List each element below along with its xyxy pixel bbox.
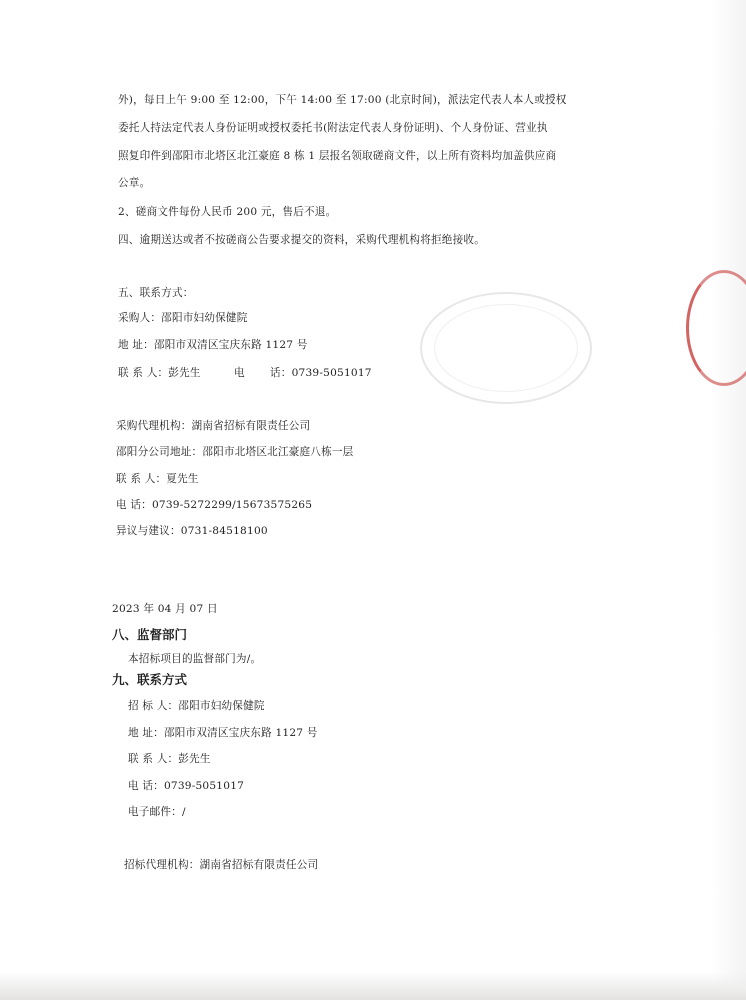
- purchaser: 采购人：邵阳市妇幼保健院: [118, 312, 248, 324]
- purchaser-address: 地 址：邵阳市双清区宝庆东路 1127 号: [118, 339, 308, 351]
- paragraph-line-3: 照复印件到邵阳市北塔区北江豪庭 8 栋 1 层报名领取磋商文件，以上所有资料均加盖供应商: [118, 150, 557, 162]
- section-9-title: 九、联系方式: [112, 672, 188, 687]
- paragraph-line-1: 外)，每日上午 9:00 至 12:00，下午 14:00 至 17:00 (北京时间)，派法定代表人本人或授权: [118, 94, 567, 106]
- tenderer: 招 标 人：邵阳市妇幼保健院: [128, 700, 265, 712]
- notice-date: 2023 年 04 月 07 日: [112, 603, 218, 615]
- scan-shadow-bottom: [0, 972, 746, 1000]
- section-8-body: 本招标项目的监督部门为/。: [128, 653, 262, 665]
- contact-heading: 五、联系方式：: [118, 287, 194, 299]
- agency-phone: 电 话：0739-5272299/15673575265: [116, 499, 313, 511]
- item-4: 四、逾期送达或者不按磋商公告要求提交的资料，采购代理机构将拒绝接收。: [118, 234, 485, 246]
- tender-agency: 招标代理机构：湖南省招标有限责任公司: [124, 859, 319, 871]
- purchaser-phone-label: 电: [234, 367, 245, 379]
- paragraph-line-2: 委托人持法定代表人身份证明或授权委托书(附法定代表人身份证明)、个人身份证、营业执: [118, 122, 548, 134]
- agency-objection-phone: 异议与建议：0731-84518100: [116, 525, 268, 537]
- scan-shadow-right: [712, 0, 746, 1000]
- item-2: 2、磋商文件每份人民币 200 元，售后不退。: [118, 206, 337, 218]
- paragraph-line-4: 公章。: [118, 177, 151, 189]
- red-seal-edge: [686, 270, 746, 386]
- tenderer-contact-person: 联 系 人：彭先生: [128, 753, 211, 765]
- agency-name: 采购代理机构：湖南省招标有限责任公司: [116, 420, 311, 432]
- agency-contact-person: 联 系 人：夏先生: [116, 473, 199, 485]
- tenderer-address: 地 址：邵阳市双清区宝庆东路 1127 号: [128, 727, 318, 739]
- purchaser-contact-person: 联 系 人：彭先生: [118, 367, 201, 379]
- tenderer-phone: 电 话：0739-5051017: [128, 780, 245, 792]
- section-8-title: 八、监督部门: [112, 627, 188, 642]
- tenderer-email: 电子邮件：/: [128, 806, 186, 818]
- agency-branch-address: 邵阳分公司地址：邵阳市北塔区北江豪庭八栋一层: [116, 446, 354, 458]
- faded-stamp-mark: [420, 292, 592, 404]
- purchaser-phone: 话：0739-5051017: [270, 367, 372, 379]
